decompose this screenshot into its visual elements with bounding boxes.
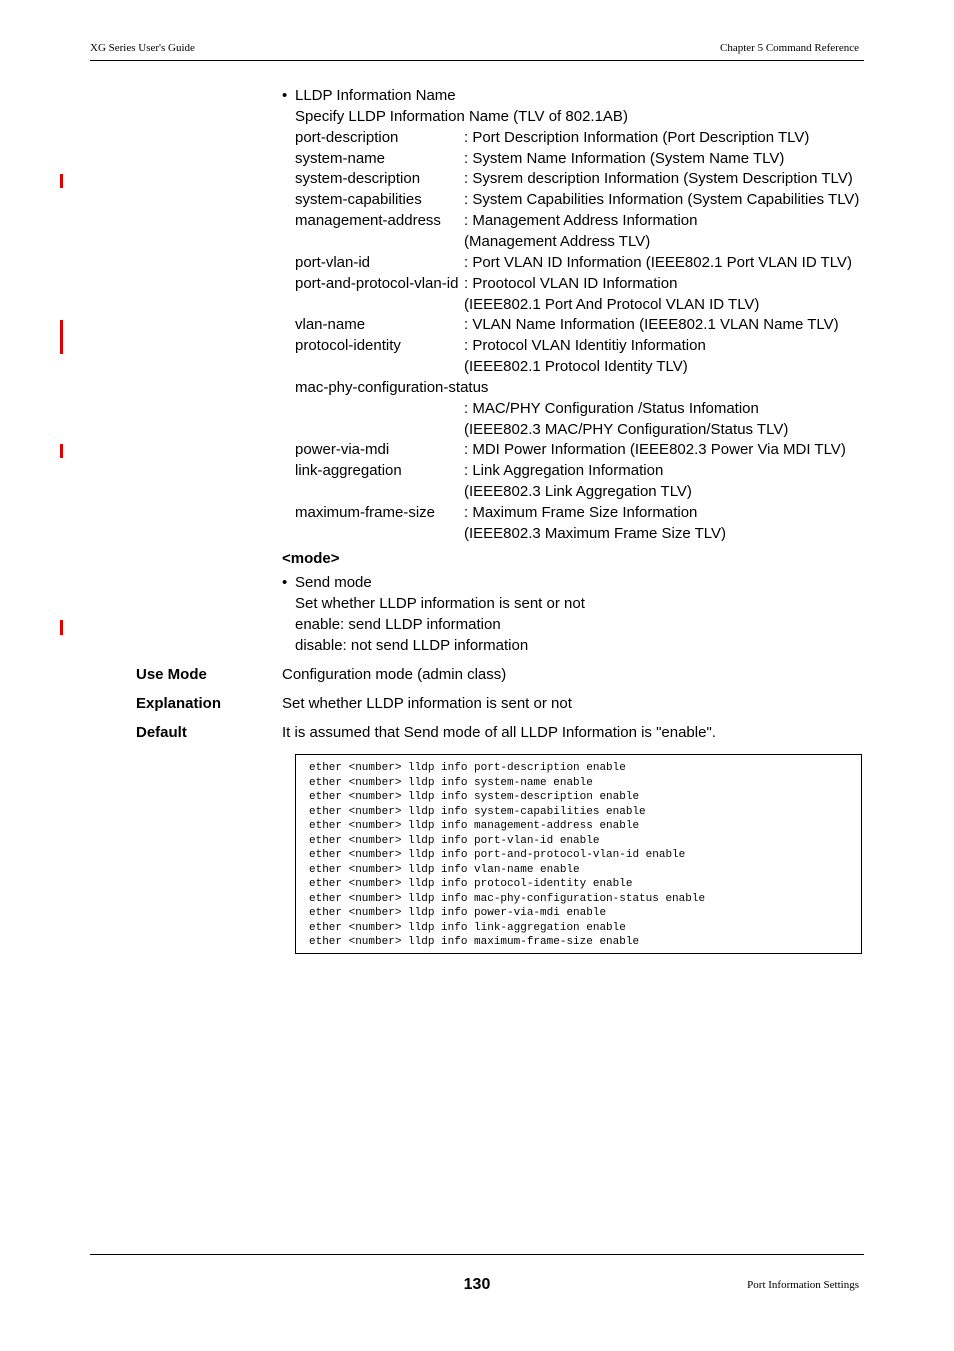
mode-line: Set whether LLDP information is sent or not [295, 595, 585, 612]
change-bar [60, 320, 63, 354]
code-line: ether <number> lldp info mac-phy-configuration-status enable [309, 892, 706, 905]
header-chapter-title: Chapter 5 Command Reference [720, 42, 859, 54]
param-name: port-description [295, 129, 399, 146]
code-line: ether <number> lldp info port-description enable [309, 762, 626, 774]
code-line: ether <number> lldp info port-vlan-id enable [309, 834, 600, 847]
param-desc: : Port Description Information (Port Description TLV) [464, 129, 810, 146]
mode-line: enable: send LLDP information [295, 616, 501, 633]
change-bar [60, 174, 63, 188]
use-mode-label: Use Mode [136, 666, 207, 683]
param-name: system-name [295, 150, 386, 167]
param-desc: : MAC/PHY Configuration /Status Infomation [464, 400, 759, 417]
param-desc: : System Name Information (System Name TLV) [464, 150, 785, 167]
param-name: protocol-identity [295, 337, 401, 354]
code-line: ether <number> lldp info system-capabilities enable [309, 805, 646, 818]
default-code-box [295, 754, 862, 954]
param-desc: : Link Aggregation Information [464, 462, 664, 479]
param-desc: : Sysrem description Information (System Description TLV) [464, 170, 853, 187]
info-subtitle: Specify LLDP Information Name (TLV of 802.1AB) [295, 108, 628, 125]
param-name: system-capabilities [295, 191, 422, 208]
mode-heading: <mode> [282, 550, 340, 567]
page-number: 130 [463, 1276, 491, 1293]
param-desc: : Port VLAN ID Information (IEEE802.1 Port VLAN ID TLV) [464, 254, 852, 271]
param-name: port-and-protocol-vlan-id [295, 275, 459, 292]
param-desc: : Maximum Frame Size Information [464, 504, 698, 521]
code-line: ether <number> lldp info maximum-frame-size enable [309, 936, 640, 948]
code-line: ether <number> lldp info vlan-name enable [309, 863, 580, 876]
header-rule [90, 60, 864, 61]
param-desc: : System Capabilities Information (System Capabilities TLV) [464, 191, 860, 208]
param-desc: : MDI Power Information (IEEE802.3 Power Via MDI TLV) [464, 441, 846, 458]
param-desc-cont: (IEEE802.1 Protocol Identity TLV) [464, 358, 688, 375]
use-mode-value: Configuration mode (admin class) [282, 666, 507, 683]
header-guide-title: XG Series User's Guide [90, 42, 195, 54]
param-desc-cont: (IEEE802.3 Maximum Frame Size TLV) [464, 525, 727, 542]
param-desc-cont: (IEEE802.3 Link Aggregation TLV) [464, 483, 692, 500]
param-name: power-via-mdi [295, 441, 390, 458]
code-line: ether <number> lldp info system-name enable [309, 776, 593, 789]
code-line: ether <number> lldp info management-address enable [309, 820, 640, 832]
param-desc: : Management Address Information [464, 212, 698, 229]
mode-title: Send mode [295, 574, 372, 591]
explanation-value: Set whether LLDP information is sent or not [282, 695, 572, 712]
bullet: • [282, 87, 288, 104]
code-line: ether <number> lldp info system-description enable [309, 791, 640, 803]
param-desc-cont: (Management Address TLV) [464, 233, 651, 250]
footer-section-title: Port Information Settings [747, 1279, 859, 1291]
bullet: • [282, 574, 288, 591]
mode-line: disable: not send LLDP information [295, 637, 529, 654]
param-name: link-aggregation [295, 462, 402, 479]
param-desc-cont: (IEEE802.1 Port And Protocol VLAN ID TLV) [464, 296, 760, 313]
param-desc: : Protocol VLAN Identitiy Information [464, 337, 706, 354]
change-bar [60, 444, 63, 458]
code-line: ether <number> lldp info port-and-protocol-vlan-id enable [309, 849, 686, 861]
code-line: ether <number> lldp info link-aggregation enable [309, 921, 626, 934]
code-line: ether <number> lldp info protocol-identity enable [309, 878, 633, 890]
param-name: mac-phy-configuration-status [295, 379, 489, 396]
param-name: maximum-frame-size [295, 504, 436, 521]
footer-rule [90, 1254, 864, 1255]
param-name: port-vlan-id [295, 254, 371, 271]
default-label: Default [136, 724, 187, 741]
param-name: vlan-name [295, 316, 366, 333]
param-desc: : VLAN Name Information (IEEE802.1 VLAN Name TLV) [464, 316, 839, 333]
param-name: management-address [295, 212, 441, 229]
code-line: ether <number> lldp info power-via-mdi enable [309, 907, 607, 919]
explanation-label: Explanation [136, 695, 222, 712]
change-bar [60, 620, 63, 635]
info-title: LLDP Information Name [295, 87, 456, 104]
default-value: It is assumed that Send mode of all LLDP Information is "enable". [282, 724, 716, 741]
param-desc: : Prootocol VLAN ID Information [464, 275, 678, 292]
param-desc-cont: (IEEE802.3 MAC/PHY Configuration/Status TLV) [464, 421, 789, 438]
param-name: system-description [295, 170, 421, 187]
